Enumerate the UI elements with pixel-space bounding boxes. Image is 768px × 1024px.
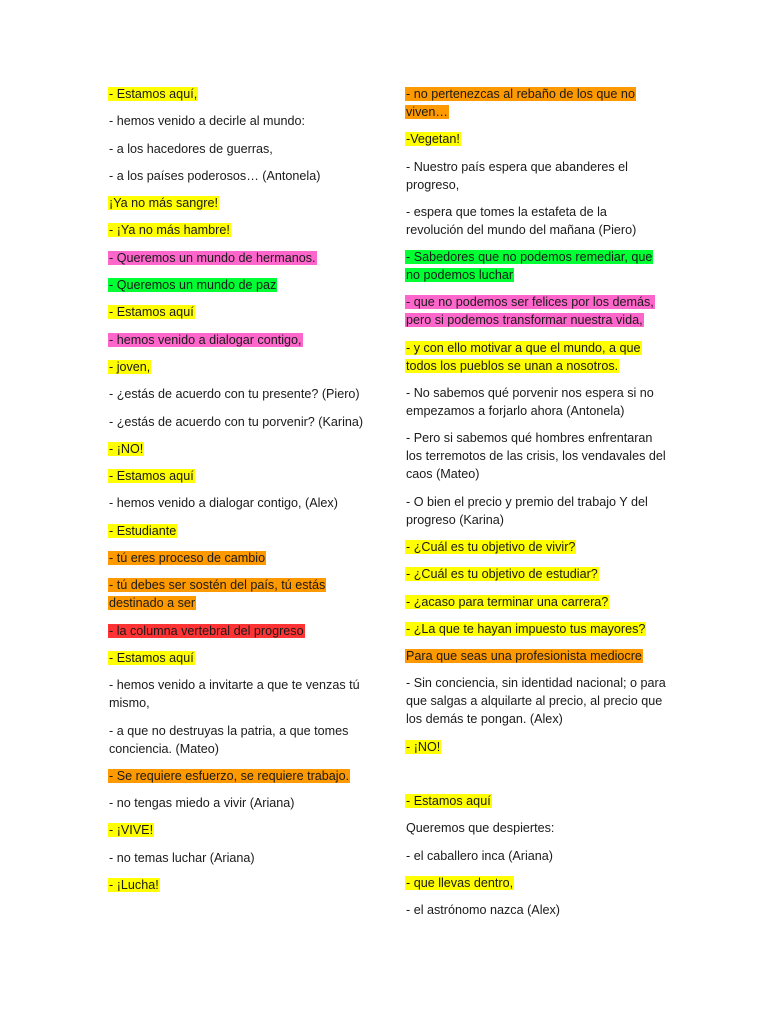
verse-line (108, 622, 373, 640)
verse-line (108, 649, 373, 667)
verse-line (405, 593, 667, 611)
verse-line (108, 794, 373, 812)
right-column (405, 85, 667, 929)
verse-text: - ¡Lucha! (109, 878, 159, 893)
verse-line (405, 384, 667, 420)
verse-text: Queremos que despiertes: (406, 821, 555, 836)
verse-line (405, 565, 667, 583)
verse-line (108, 385, 373, 403)
verse-text: -Vegetan! (406, 132, 460, 147)
verse-text: - ¿estás de acuerdo con tu presente? (Piero) (109, 387, 360, 402)
verse-line (108, 440, 373, 458)
verse-text: - Pero si sabemos qué hombres enfrentaran los terremotos de las crisis, los vendavales del caos (Mateo) (406, 431, 666, 482)
verse-text: - ¿estás de acuerdo con tu porvenir? (Karina) (109, 414, 364, 429)
verse-line (405, 293, 667, 329)
verse-text: - hemos venido a dialogar contigo, (109, 332, 302, 347)
verse-text: - espera que tomes la estafeta de la revolución del mundo del mañana (Piero) (406, 204, 637, 237)
verse-text: - Estamos aquí (109, 469, 194, 484)
verse-line (405, 620, 667, 638)
verse-line (405, 429, 667, 483)
verse-text: - a los países poderosos… (Antonela) (109, 168, 321, 183)
verse-text: - a que no destruyas la patria, a que tomes conciencia. (Mateo) (109, 723, 349, 756)
verse-text: - ¡VIVE! (109, 823, 154, 838)
verse-text: - Estudiante (109, 523, 177, 538)
verse-text: - Queremos un mundo de hermanos. (109, 250, 316, 265)
verse-line (108, 194, 373, 212)
verse-text: - Se requiere esfuerzo, se requiere trabajo. (109, 768, 350, 783)
verse-text: - y con ello motivar a que el mundo, a que todos los pueblos se unan a nosotros. (406, 340, 641, 373)
verse-line (108, 221, 373, 239)
verse-text: ¡Ya no más sangre! (109, 196, 218, 211)
verse-line (108, 767, 373, 785)
verse-line (108, 276, 373, 294)
verse-line (108, 821, 373, 839)
left-column (108, 85, 373, 903)
verse-line (108, 722, 373, 758)
verse-line (108, 467, 373, 485)
verse-line (405, 130, 667, 148)
verse-text: - tú eres proceso de cambio (109, 551, 266, 566)
verse-text: - No sabemos qué porvenir nos espera si no empezamos a forjarlo ahora (Antonela) (406, 386, 654, 419)
verse-line (108, 413, 373, 431)
verse-text: - no temas luchar (Ariana) (109, 850, 255, 865)
verse-line (108, 522, 373, 540)
verse-line (108, 85, 373, 103)
verse-line (108, 167, 373, 185)
verse-line (108, 358, 373, 376)
verse-text: - no pertenezcas al rebaño de los que no viven… (406, 87, 635, 119)
verse-text: - hemos venido a invitarte a que te venzas tú mismo, (109, 678, 360, 711)
verse-line (108, 249, 373, 267)
verse-text: - ¡NO! (109, 441, 144, 456)
verse-line (108, 676, 373, 712)
verse-text: - a los hacedores de guerras, (109, 141, 273, 156)
verse-line (405, 847, 667, 865)
verse-line (108, 494, 373, 512)
verse-line (405, 85, 667, 121)
verse-text: - ¿La que te hayan impuesto tus mayores? (406, 621, 646, 636)
verse-text: - Sabedores que no podemos remediar, que no podemos luchar (406, 250, 653, 283)
verse-text: - Sin conciencia, sin identidad nacional; o para que salgas a alquilarte al precio, al precio que los demás te pongan. (Alex) (406, 676, 666, 727)
verse-text: - que llevas dentro, (406, 875, 514, 890)
verse-text: - hemos venido a decirle al mundo: (109, 114, 306, 129)
verse-text: - Nuestro país espera que abanderes el progreso, (406, 159, 628, 192)
verse-line (405, 203, 667, 239)
verse-text: - tú debes ser sostén del país, tú estás destinado a ser (109, 578, 326, 611)
verse-text: - la columna vertebral del progreso (109, 623, 304, 638)
verse-text: - no tengas miedo a vivir (Ariana) (109, 796, 295, 811)
verse-line (108, 303, 373, 321)
verse-line (108, 549, 373, 567)
verse-line (405, 674, 667, 728)
verse-line (405, 874, 667, 892)
verse-line (405, 538, 667, 556)
verse-text: - Queremos un mundo de paz (109, 278, 277, 293)
verse-text: - ¿Cuál es tu objetivo de vivir? (406, 539, 576, 554)
verse-line (405, 819, 667, 837)
verse-line (405, 738, 667, 756)
verse-line (405, 493, 667, 529)
verse-line (108, 112, 373, 130)
verse-line (108, 849, 373, 867)
verse-line (405, 158, 667, 194)
verse-line (108, 140, 373, 158)
verse-text: - ¿Cuál es tu objetivo de estudiar? (406, 567, 598, 582)
verse-text: - que no podemos ser felices por los demás, pero si podemos transformar nuestra vida, (406, 295, 654, 328)
verse-text: - el astrónomo nazca (Alex) (406, 903, 560, 918)
verse-line (405, 248, 667, 284)
verse-text: - ¡NO! (406, 739, 441, 754)
verse-text: - Estamos aquí, (109, 87, 198, 101)
verse-line (405, 901, 667, 919)
verse-text: - ¿acaso para terminar una carrera? (406, 594, 609, 609)
verse-line (108, 876, 373, 894)
verse-text: - Estamos aquí (109, 650, 194, 665)
verse-line (405, 647, 667, 665)
verse-line (108, 331, 373, 349)
verse-line (405, 792, 667, 810)
verse-text: - el caballero inca (Ariana) (406, 848, 553, 863)
paragraph-gap (405, 765, 667, 792)
verse-text: - O bien el precio y premio del trabajo Y del progreso (Karina) (406, 494, 648, 527)
verse-line (405, 339, 667, 375)
verse-text: - hemos venido a dialogar contigo, (Alex) (109, 496, 338, 511)
verse-text: - joven, (109, 359, 151, 374)
verse-text: - Estamos aquí (109, 305, 194, 320)
verse-line (108, 576, 373, 612)
verse-text: - ¡Ya no más hambre! (109, 223, 230, 238)
verse-text: - Estamos aquí (406, 794, 491, 809)
verse-text: Para que seas una profesionista mediocre (406, 649, 642, 664)
